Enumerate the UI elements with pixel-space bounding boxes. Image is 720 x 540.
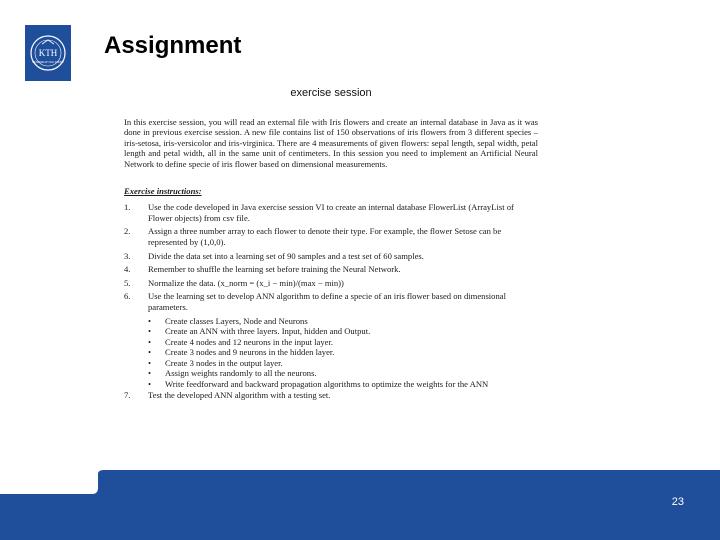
step-text: Use the learning set to develop ANN algorithm to define a specie of an iris flower based on dimensional parameters. [148,291,506,312]
step-6-bullet-list [124,316,538,390]
svg-text:VETENSKAP OCH KONST: VETENSKAP OCH KONST [32,61,64,64]
kth-crest-icon [25,25,71,81]
step-number: 4. [124,264,131,275]
step-number: 1. [124,202,131,213]
step-text: Remember to shuffle the learning set before training the Neural Network. [148,264,401,275]
bullet-item: • Create 4 nodes and 12 neurons in the input layer. [148,337,538,348]
step-number: 6. [124,291,131,302]
footer-band [0,494,720,540]
step-text: Use the code developed in Java exercise session VI to create an internal database FlowerList (ArrayList of Flower objects) from csv file. [148,202,514,223]
step-6 [124,291,538,312]
intro-paragraph: In this exercise session, you will read an external file with Iris flowers and create an internal database in Java as it was done in previous exercise session. A new file contains list of 150 observations of iris flowers from 3 different species – iris-setosa, iris-versicolor and iris-virginica. There are 4 measurements of given flowers: sepal length, sepal width, petal length and petal width, all in the same unit of centimeters. In this session you need to implement an Artificial Neural Network to define specie of iris flower based on dimensional measurements. [124,116,538,169]
step-4 [124,264,538,275]
step-5 [124,278,538,289]
slide-title: Assignment [104,32,242,59]
bullet-item: • Create classes Layers, Node and Neurons [148,316,538,327]
step-text: Test the developed ANN algorithm with a testing set. [148,389,331,400]
bullet-item: • Create an ANN with three layers. Input, hidden and Output. [148,326,538,337]
step-text: Divide the data set into a learning set of 90 samples and a test set of 60 samples. [148,250,424,261]
step-number: 5. [124,277,131,288]
instructions-heading: Exercise instructions: [124,185,202,196]
bullet-item: • Create 3 nodes in the output layer. [148,358,538,369]
bullet-item: • Assign weights randomly to all the neurons. [148,368,538,379]
page-number: 23 [671,496,684,508]
exercise-document [124,88,538,403]
step-text: Assign a three number array to each flower to denote their type. For example, the flower Setose can be represented by (1,0,0). [148,226,502,247]
bullet-item: • Create 3 nodes and 9 neurons in the hidden layer. [148,347,538,358]
step-3 [124,251,538,262]
step-text: Normalize the data. (x_norm = (x_i − min)/(max − min)) [148,277,344,288]
document-heading: exercise session [290,87,372,99]
step-7 [124,390,538,401]
footer-decoration [0,470,720,496]
step-1 [124,202,538,223]
bullet-item: • Write feedforward and backward propagation algorithms to optimize the weights for the ANN [148,379,538,390]
svg-text:KTH: KTH [38,48,58,58]
step-number: 2. [124,226,131,237]
step-number: 7. [124,389,131,400]
step-2 [124,226,538,247]
step-number: 3. [124,250,131,261]
kth-logo [25,25,71,81]
